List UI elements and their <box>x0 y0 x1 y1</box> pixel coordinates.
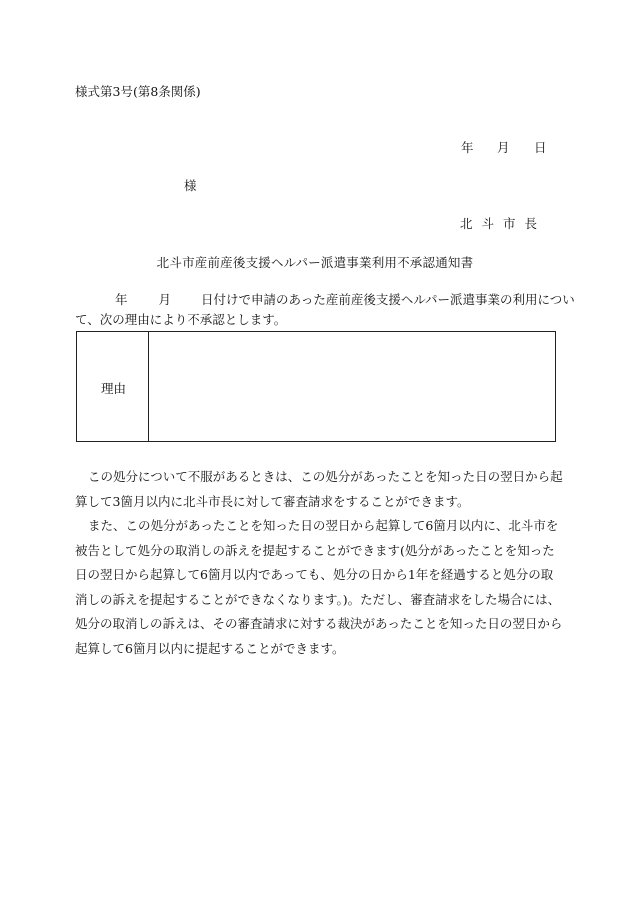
issuer-name: 北斗市長 <box>460 216 547 231</box>
intro-line-1 <box>75 294 575 307</box>
form-number: 様式第3号(第8条関係) <box>75 84 201 99</box>
intro-line-2: て、次の理由により不承認とします。 <box>75 312 287 327</box>
notice-paragraph-lawsuit: また、この処分があったことを知った日の翌日から起算して6箇月以内に、北斗市を被告として処分の取消しの訴えを提起することができます(処分があったことを知った日の翌日から起算して6箇月以内であっても、処分の日から1年を経過すると処分の取消しの訴えを提起することができなくなります。)。ただし、審査請求をした場合には、処分の取消しの訴えは、その審査請求に対する裁決があったことを知った日の翌日から起算して6箇月以内に提起することができます。 <box>75 518 563 656</box>
notice-paragraph-appeal: この処分について不服があるときは、この処分があったことを知った日の翌日から起算して3箇月以内に北斗市長に対して審査請求をすることができます。 <box>75 469 563 509</box>
reason-table <box>76 331 556 442</box>
addressee-suffix: 様 <box>184 178 197 193</box>
date-month-marker: 月 <box>497 140 510 155</box>
date-year-marker: 年 <box>461 140 474 155</box>
intro-month-marker: 月 <box>158 292 172 307</box>
intro-line-1-text: 日付けで申請のあった産前産後支援ヘルパー派遣事業の利用につい <box>201 292 575 307</box>
reason-label: 理由 <box>101 381 127 396</box>
intro-year-marker: 年 <box>115 292 128 307</box>
reason-label-cell <box>77 332 149 441</box>
document-title: 北斗市産前産後支援ヘルパー派遣事業利用不承認通知書 <box>156 255 474 270</box>
date-day-marker: 日 <box>534 140 547 155</box>
